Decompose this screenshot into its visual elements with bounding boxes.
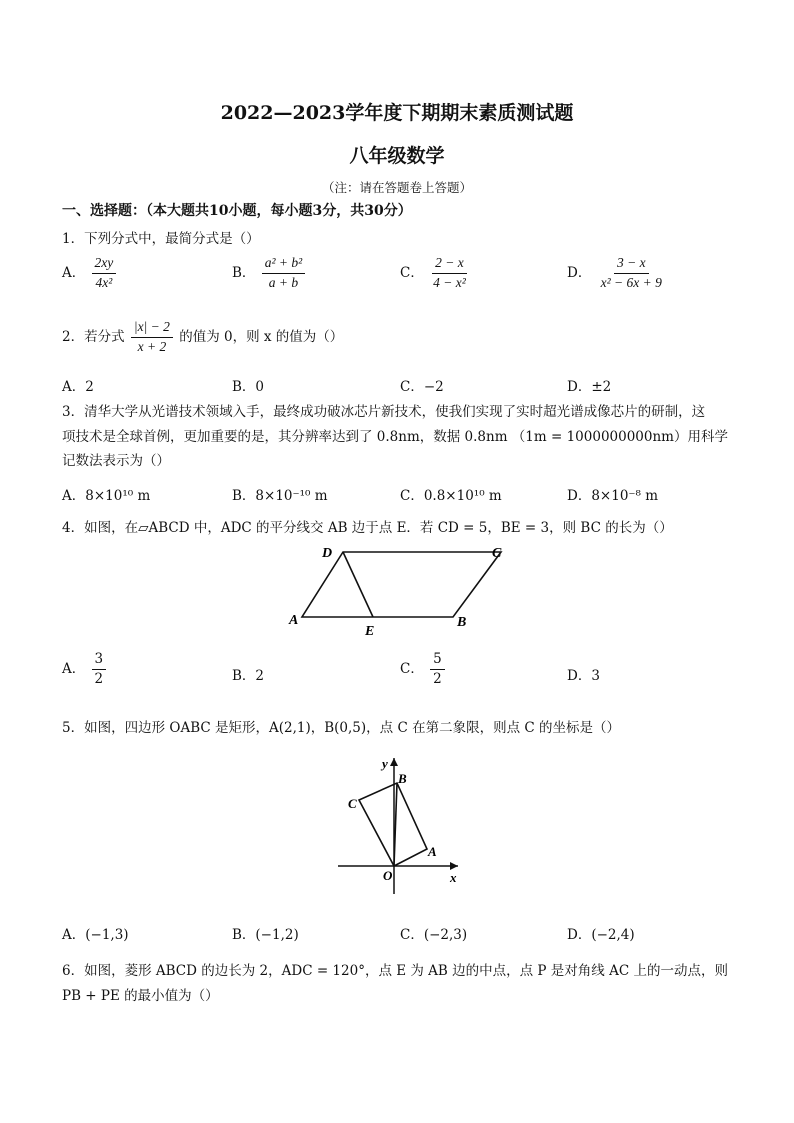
q1-option-d (567, 256, 667, 291)
q2-suffix: 的值为 0，则 x 的值为（） (179, 328, 344, 345)
question-5-stem: 5．如图，四边形 OABC 是矩形，A(2,1)，B(0,5)，点 C 在第二象限，则点 C 的坐标是（） (62, 720, 620, 736)
q5-option-b: B．(−1,2) (232, 927, 299, 943)
fraction (131, 320, 173, 355)
fraction-denominator: 2 (433, 670, 442, 687)
point-label-d: D (322, 546, 333, 561)
q4-option-a (62, 652, 108, 687)
fraction-denominator: x + 2 (137, 338, 167, 354)
fraction-numerator: 2xy (92, 256, 117, 274)
point-label-b: B (398, 771, 407, 786)
q4-option-d: D．3 (567, 668, 600, 684)
question-4-stem: 4．如图，在▱ABCD 中，ADC 的平分线交 AB 边于点 E．若 CD = 5，BE = 3，则 BC 的长为（） (62, 520, 673, 536)
fraction-denominator: a + b (268, 274, 299, 290)
point-label-o: O (383, 868, 393, 883)
q2-option-b: B．0 (232, 379, 265, 395)
rectangle-coordinate-figure (330, 752, 470, 902)
question-6-line-2: PB + PE 的最小值为（） (62, 988, 219, 1004)
fraction-denominator: 4 − x² (433, 274, 466, 290)
q5-option-a: A．(−1,3) (62, 927, 129, 943)
fraction-numerator: a² + b² (262, 256, 305, 274)
q2-prefix: 2．若分式 (62, 328, 125, 345)
fraction (430, 256, 469, 291)
point-label-c: C (348, 796, 357, 811)
fraction (262, 256, 305, 291)
option-label: C． (400, 660, 424, 677)
fraction-numerator: 3 − x (614, 256, 649, 274)
q1-option-b (232, 256, 307, 291)
axis-label-x: x (450, 870, 457, 885)
q1-option-a (62, 256, 118, 291)
point-label-e: E (365, 624, 375, 639)
point-label-a: A (428, 844, 437, 859)
question-3-line-3: 记数法表示为（） (62, 453, 170, 469)
option-label: C． (400, 264, 424, 281)
fraction-numerator: 5 (430, 652, 445, 670)
parallelogram-figure (280, 540, 520, 640)
option-label: A． (62, 660, 86, 677)
q4-option-c (400, 652, 447, 687)
answer-note: （注：请在答题卷上答题） (321, 180, 472, 195)
fraction-denominator: 2 (94, 670, 104, 687)
section-heading: 一、选择题：（本大题共10小题，每小题3分，共30分） (62, 203, 412, 219)
page-title: 2022—2023学年度下期期末素质测试题 (220, 102, 574, 124)
point-label-c: C (492, 546, 502, 561)
option-label: A． (62, 264, 86, 281)
q5-option-c: C．(−2,3) (400, 927, 468, 943)
q4-option-b: B．2 (232, 668, 265, 684)
q2-option-a: A．2 (62, 379, 94, 395)
q3-option-b: B．8×10⁻¹⁰ m (232, 488, 328, 504)
q3-option-d: D．8×10⁻⁸ m (567, 488, 659, 504)
question-6-line-1: 6．如图，菱形 ABCD 的边长为 2，ADC = 120°，点 E 为 AB 边的中点，点 P 是对角线 AC 上的一动点，则 (62, 963, 728, 979)
q2-option-c: C．−2 (400, 379, 444, 395)
q3-option-a: A．8×10¹⁰ m (62, 488, 151, 504)
point-label-a: A (289, 613, 299, 628)
fraction (430, 652, 445, 687)
question-2-stem (62, 320, 343, 355)
fraction-numerator: |x| − 2 (131, 320, 173, 338)
question-3-line-1: 3．清华大学从光谱技术领域入手，最终成功破冰芯片新技术，使我们实现了实时超光谱成像芯片的研制，这 (62, 404, 706, 420)
fraction-denominator: x² − 6x + 9 (600, 274, 662, 290)
fraction-numerator: 2 − x (432, 256, 467, 274)
fraction (92, 256, 117, 291)
q5-option-d: D．(−2,4) (567, 927, 635, 943)
q3-option-c: C．0.8×10¹⁰ m (400, 488, 502, 504)
point-label-b: B (457, 615, 467, 630)
page-subtitle: 八年级数学 (349, 145, 445, 167)
question-3-line-2: 项技术是全球首例，更加重要的是，其分辨率达到了 0.8nm，数据 0.8nm （1m = 1000000000nm）用科学 (62, 429, 728, 445)
fraction-denominator: 4x² (95, 274, 113, 290)
fraction (92, 652, 107, 687)
question-1-stem: 1．下列分式中，最简分式是（） (62, 231, 260, 247)
q2-option-d: D．±2 (567, 379, 612, 395)
fraction (598, 256, 665, 291)
option-label: B． (232, 264, 256, 281)
option-label: D． (567, 264, 592, 281)
axis-label-y: y (382, 756, 388, 771)
q1-option-c (400, 256, 471, 291)
fraction-numerator: 3 (92, 652, 107, 670)
